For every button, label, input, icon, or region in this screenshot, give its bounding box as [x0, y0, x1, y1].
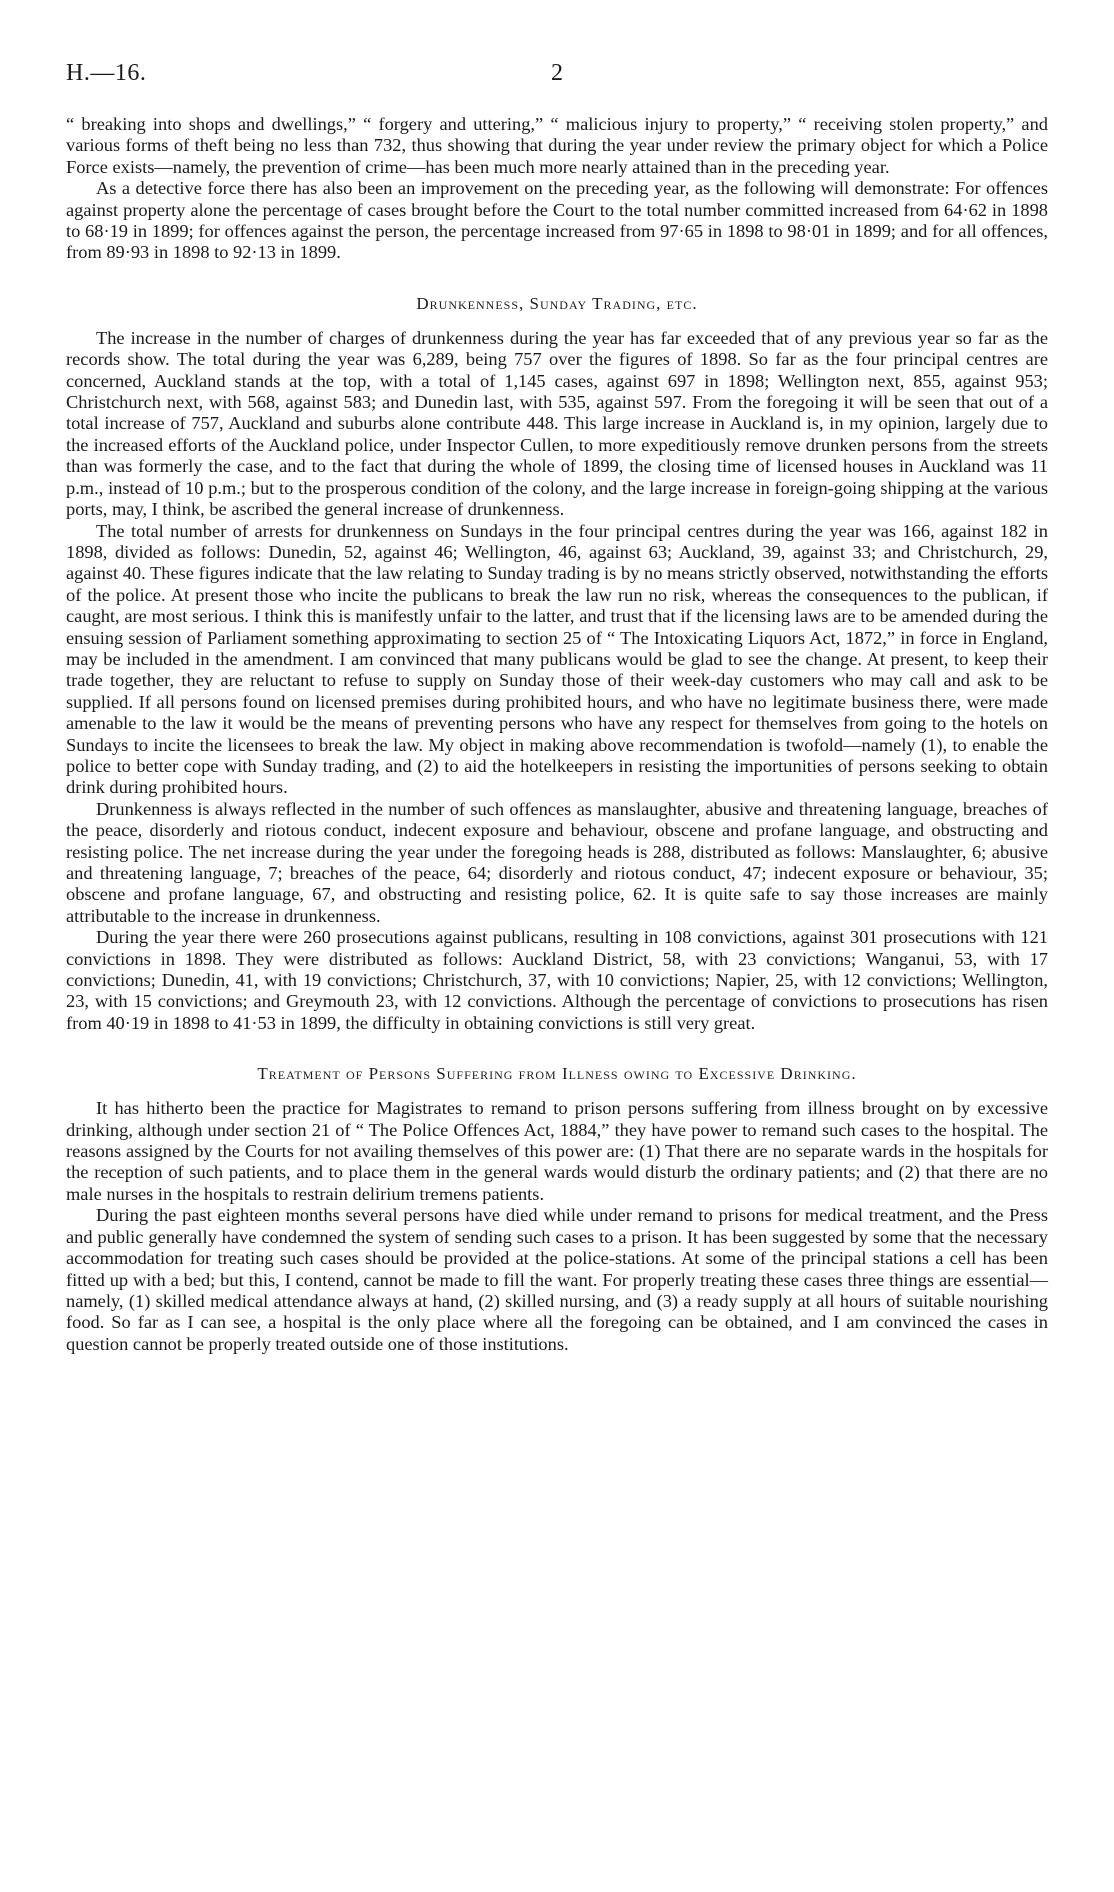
drunkenness-section — [66, 294, 1048, 1034]
paragraph: During the past eighteen months several persons have died while under remand to prisons for medical treatment, and the Press and public generally have condemned the system of sending such cases to a prison. It has been suggested by some that the necessary accommodation for treating such cases should be provided at the police-stations. At some of the principal stations a cell has been fitted up with a bed; but this, I contend, cannot be made to fill the want. For properly treating these cases three things are essential—namely, (1) skilled medical attendance always at hand, (2) skilled nursing, and (3) a ready supply at all hours of suitable nourishing food. So far as I can see, a hospital is the only place where all the foregoing can be obtained, and I am convinced the cases in question cannot be properly treated outside one of those institutions. — [66, 1205, 1048, 1354]
section-heading: Drunkenness, Sunday Trading, etc. — [416, 293, 698, 313]
paragraph: During the year there were 260 prosecutions against publicans, resulting in 108 convictions, against 301 prosecutions with 121 convictions in 1898. They were distributed as follows: Auckland District, 58, with 23 convictions; Wanganui, 53, with 17 convictions; Dunedin, 41, with 19 convictions; Christchurch, 37, with 10 convictions; Napier, 25, with 12 convictions; Wellington, 23, with 15 convictions; and Greymouth 23, with 12 convictions. Although the percentage of convictions to prosecutions has risen from 40·19 in 1898 to 41·53 in 1899, the difficulty in obtaining convictions is still very great. — [66, 927, 1048, 1033]
treatment-section — [66, 1064, 1048, 1355]
paragraph: As a detective force there has also been an improvement on the preceding year, as the following will demonstrate: For offences against property alone the percentage of cases brought before the Court to the total number committed increased from 64·62 in 1898 to 68·19 in 1899; for offences against the person, the percentage increased from 97·65 in 1898 to 98·01 in 1899; and for all offences, from 89·93 in 1898 to 92·13 in 1899. — [66, 178, 1048, 263]
paragraph: Drunkenness is always reflected in the number of such offences as manslaughter, abusive and threatening language, breaches of the peace, disorderly and riotous conduct, indecent exposure and behaviour, obscene and profane language, and obstructing and resisting police. The net increase during the year under the foregoing heads is 288, distributed as follows: Manslaughter, 6; abusive and threatening language, 7; breaches of the peace, 64; disorderly and riotous conduct, 47; indecent exposure or behaviour, 35; obscene and profane language, 67, and obstructing and resisting police, 62. It is quite safe to say those increases are mainly attributable to the increase in drunkenness. — [66, 798, 1048, 926]
paragraph: “ breaking into shops and dwellings,” “ forgery and uttering,” “ malicious injury to property,” “ receiving stolen property,” and various forms of theft being no less than 732, thus showing that during the year under review the primary object for which a Police Force exists—namely, the prevention of crime—has been much more nearly attained than in the preceding year. — [66, 114, 1048, 177]
section-heading: Treatment of Persons Suffering from Illness owing to Excessive Drinking. — [257, 1064, 857, 1084]
paragraph: The increase in the number of charges of drunkenness during the year has far exceeded that of any previous year so far as the records show. The total during the year was 6,289, being 757 over the figures of 1898. So far as the four principal centres are concerned, Auckland stands at the top, with a total of 1,145 cases, against 697 in 1898; Wellington next, 855, against 953; Christchurch next, with 568, against 583; and Dunedin last, with 535, against 597. From the foregoing it will be seen that out of a total increase of 757, Auckland and suburbs alone contribute 448. This large increase in Auckland is, in my opinion, largely due to the increased efforts of the Auckland police, under Inspector Cullen, to more expeditiously remove drunken persons from the streets than was formerly the case, and to the fact that during the whole of 1899, the closing time of licensed houses in Auckland was 11 p.m., instead of 10 p.m.; but to the prosperous condition of the colony, and the large increase in foreign-going shipping at the various ports, may, I think, be ascribed the general increase of drunkenness. — [66, 327, 1048, 520]
page-header — [66, 60, 1048, 100]
paragraph: The total number of arrests for drunkenness on Sundays in the four principal centres during the year was 166, against 182 in 1898, divided as follows: Dunedin, 52, against 46; Wellington, 46, against 63; Auckland, 39, against 33; and Christchurch, 29, against 40. These figures indicate that the law relating to Sunday trading is by no means strictly observed, notwithstanding the efforts of the police. At present those who incite the publicans to break the law run no risk, whereas the consequences to the publican, if caught, are most serious. I think this is manifestly unfair to the latter, and trust that if the licensing laws are to be amended during the ensuing session of Parliament something approximating to section 25 of “ The Intoxicating Liquors Act, 1872,” in force in England, may be included in the amendment. I am convinced that many publicans would be glad to see the change. At present, to keep their trade together, they are reluctant to refuse to supply on Sunday those of their week-day customers who may call and ask to be supplied. If all persons found on licensed premises during prohibited hours, and who have no legitimate business there, were made amenable to the law it would be the means of preventing persons who have any respect for themselves from going to the hotels on Sundays to incite the licensees to break the law. My object in making above recommendation is twofold—namely (1), to enable the police to better cope with Sunday trading, and (2) to aid the hotelkeepers in resisting the importunities of persons seeking to obtain drink during prohibited hours. — [66, 520, 1048, 798]
intro-section — [66, 114, 1048, 264]
paragraph: It has hitherto been the practice for Magistrates to remand to prison persons suffering from illness brought on by excessive drinking, although under section 21 of “ The Police Offences Act, 1884,” they have power to remand such cases to the hospital. The reasons assigned by the Courts for not availing themselves of this power are: (1) That there are no separate wards in the hospitals for the reception of such patients, and to place them in the general wards would disturb the ordinary patients; and (2) that there are no male nurses in the hospitals to restrain delirium tremens patients. — [66, 1098, 1048, 1204]
page-number: 2 — [551, 60, 563, 86]
document-reference: H.—16. — [66, 60, 147, 86]
